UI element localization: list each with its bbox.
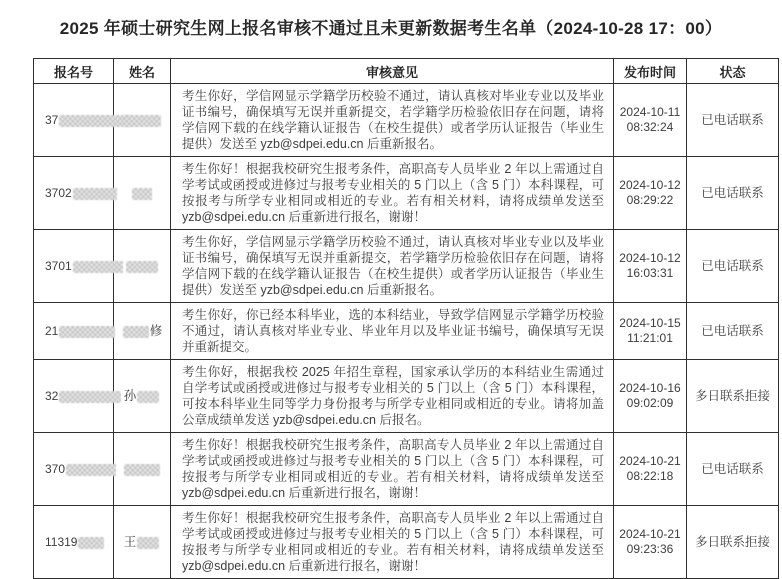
status-cell: 已电话联系 [687, 157, 779, 230]
name-cell: 孙 [114, 360, 171, 433]
review-comment-cell: 考生你好！根据我校研究生报考条件，高职高专人员毕业 2 年以上需通过自学考试或函授或进修过与报考专业相关的 5 门以上（含 5 门）本科课程，可按报考与所学专业相同或相近的专业。若有相关材料，请将成绩单发送至 yzb@sdpei.edu.cn 后重新进行报名，谢谢！ [171, 506, 614, 579]
table-row [34, 506, 779, 579]
redacted-text [137, 391, 159, 403]
table-row [34, 433, 779, 506]
redacted-text [123, 326, 149, 338]
redacted-text [124, 464, 160, 476]
review-comment-cell: 考生你好，学信网显示学籍学历校验不通过，请认真核对毕业专业以及毕业证书编号，确保填写无误并重新提交，若学籍学历检验依旧存在问题，请将学信网下载的在线学籍认证报告（在校生提供）或者学历认证报告（毕业生提供）发送至 yzb@sdpei.edu.cn 后重新报名。 [171, 230, 614, 303]
redacted-text [59, 391, 121, 403]
table-row [34, 360, 779, 433]
status-cell: 多日联系拒接 [687, 506, 779, 579]
redacted-text [132, 188, 152, 200]
page-title: 2025 年硕士研究生网上报名审核不通过且未更新数据考生名单（2024-10-28 17：00） [59, 19, 723, 38]
column-header-status: 状态 [687, 59, 779, 84]
redacted-text [73, 188, 117, 200]
redacted-text [73, 261, 123, 273]
publish-time-cell: 2024-10-11 08:32:24 [614, 84, 687, 157]
table-header-row [34, 59, 779, 84]
name-cell: 王 [114, 506, 171, 579]
column-header-name: 姓名 [114, 59, 171, 84]
publish-time-cell: 2024-10-12 16:03:31 [614, 230, 687, 303]
name-cell [114, 157, 171, 230]
reg-no-cell: 3702 [34, 157, 114, 230]
redacted-text [126, 261, 158, 273]
reg-no-cell: 370 [34, 433, 114, 506]
redacted-text [137, 537, 159, 549]
reg-no-cell: 32 [34, 360, 114, 433]
table-row [34, 230, 779, 303]
column-header-reg-no: 报名号 [34, 59, 114, 84]
publish-time-cell: 2024-10-12 08:29:22 [614, 157, 687, 230]
table-row [34, 303, 779, 360]
table-row [34, 157, 779, 230]
status-cell: 已电话联系 [687, 230, 779, 303]
name-cell: 修 [114, 303, 171, 360]
table-row [34, 84, 779, 157]
reg-no-cell: 3701 [34, 230, 114, 303]
review-comment-cell: 考生你好，你已经本科毕业，选的本科结业，导致学信网显示学籍学历校验不通过，请认真核对毕业专业、毕业年月以及毕业证书编号，确保填写无误并重新提交。 [171, 303, 614, 360]
status-cell: 多日联系拒接 [687, 360, 779, 433]
publish-time-cell: 2024-10-16 09:02:09 [614, 360, 687, 433]
publish-time-cell: 2024-10-15 11:21:01 [614, 303, 687, 360]
review-comment-cell: 考生你好，根据我校 2025 年招生章程，国家承认学历的本科结业生需通过自学考试或函授或进修过与报考专业相关的 5 门以上（含 5 门）本科课程，可按本科毕业生同等学力身份报考与所学专业相同或相近的专业。请将加盖公章成绩单发送 yzb@sdpei.edu.cn 后报名。 [171, 360, 614, 433]
redacted-text [59, 326, 115, 338]
name-cell [114, 84, 171, 157]
notice-page [0, 14, 782, 573]
status-cell: 已电话联系 [687, 433, 779, 506]
redacted-text [123, 115, 161, 127]
reg-no-cell: 11319 [34, 506, 114, 579]
publish-time-cell: 2024-10-21 08:22:18 [614, 433, 687, 506]
column-header-publish-time: 发布时间 [614, 59, 687, 84]
status-cell: 已电话联系 [687, 84, 779, 157]
applicants-table [33, 58, 779, 579]
review-comment-cell: 考生你好，学信网显示学籍学历校验不通过，请认真核对毕业专业以及毕业证书编号，确保填写无误并重新提交，若学籍学历检验依旧存在问题，请将学信网下载的在线学籍认证报告（在校生提供）或者学历认证报告（毕业生提供）发送至 yzb@sdpei.edu.cn 后重新报名。 [171, 84, 614, 157]
name-cell [114, 433, 171, 506]
reg-no-cell: 21 [34, 303, 114, 360]
publish-time-cell: 2024-10-21 09:23:36 [614, 506, 687, 579]
redacted-text [78, 537, 104, 549]
reg-no-cell: 37 [34, 84, 114, 157]
review-comment-cell: 考生你好！根据我校研究生报考条件，高职高专人员毕业 2 年以上需通过自学考试或函授或进修过与报考专业相关的 5 门以上（含 5 门）本科课程，可按报考与所学专业相同或相近的专业。若有相关材料，请将成绩单发送至 yzb@sdpei.edu.cn 后重新进行报名，谢谢！ [171, 433, 614, 506]
status-cell: 已电话联系 [687, 303, 779, 360]
redacted-text [66, 464, 116, 476]
column-header-comment: 审核意见 [171, 59, 614, 84]
review-comment-cell: 考生你好！根据我校研究生报考条件，高职高专人员毕业 2 年以上需通过自学考试或函授或进修过与报考专业相关的 5 门以上（含 5 门）本科课程，可按报考与所学专业相同或相近的专业。若有相关材料，请将成绩单发送至 yzb@sdpei.edu.cn 后重新进行报名，谢谢！ [171, 157, 614, 230]
redacted-text [59, 115, 131, 127]
